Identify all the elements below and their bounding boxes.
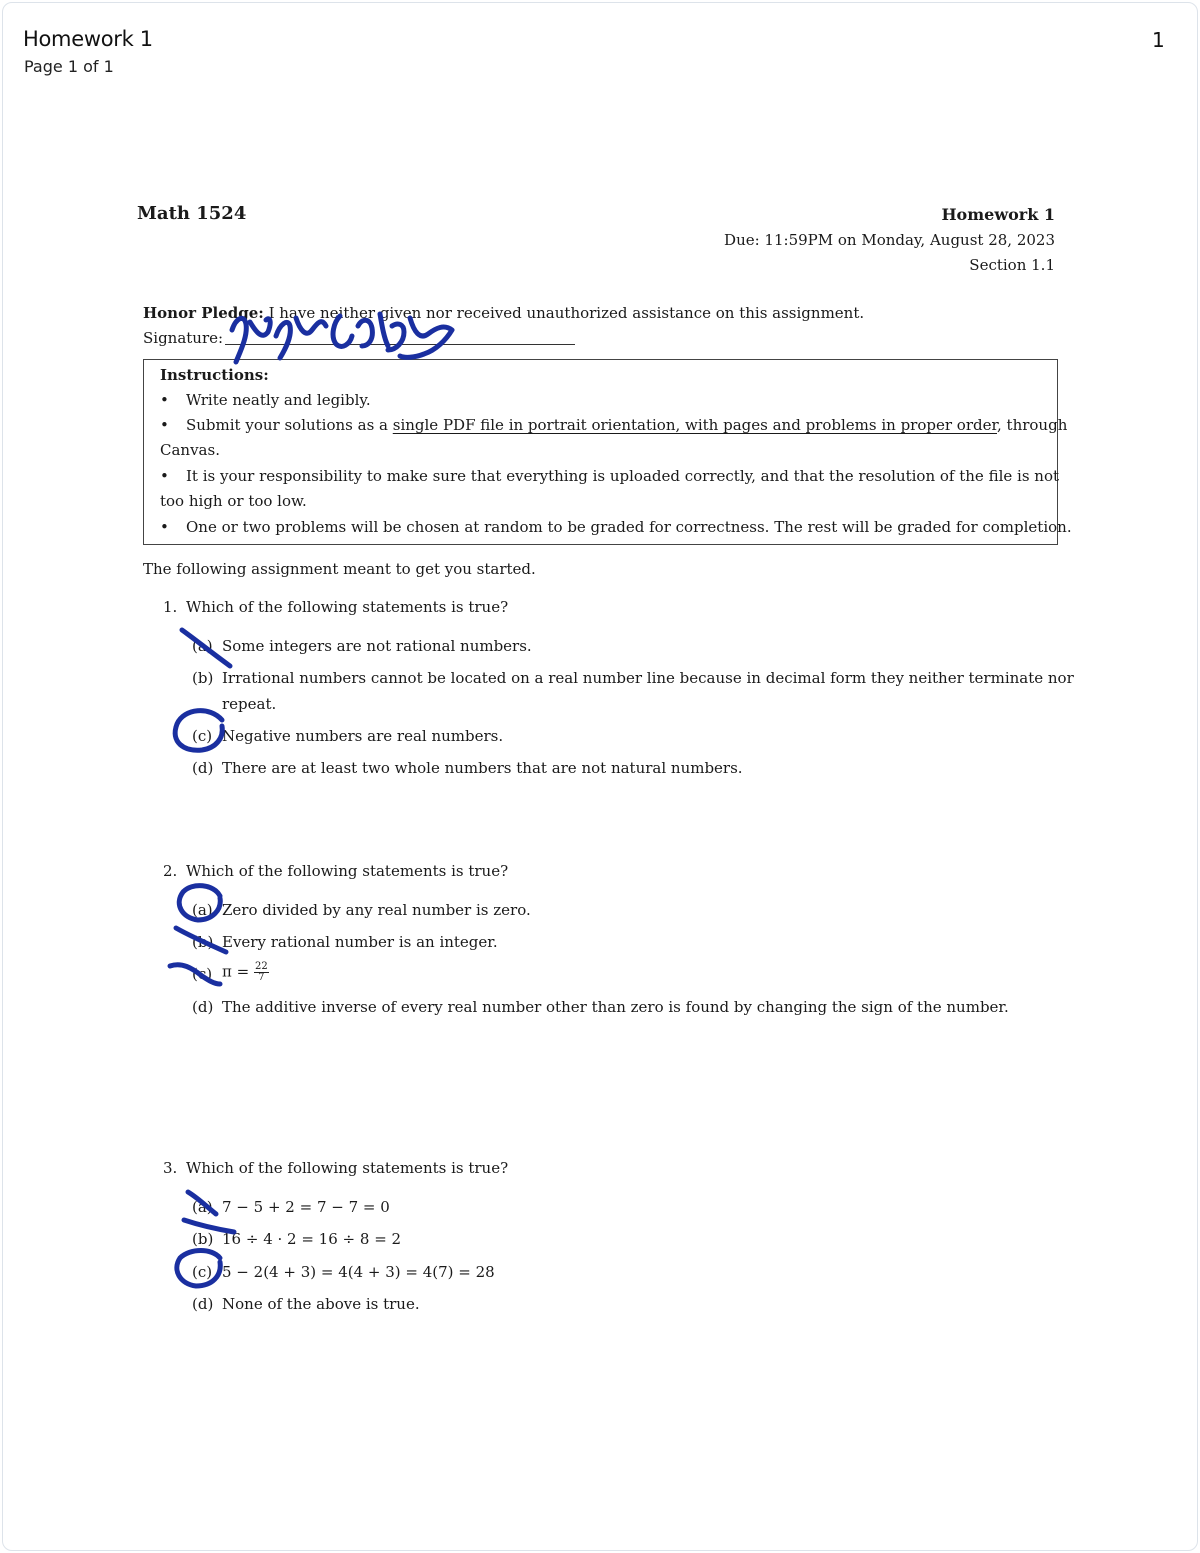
- q2-a-text: Zero divided by any real number is zero.: [222, 901, 531, 919]
- q2-c-text: [222, 962, 269, 983]
- q3-a-label: (a): [192, 1198, 213, 1216]
- q1-a-label: (a): [192, 637, 213, 655]
- instruction-2-pre: Submit your solutions as a: [186, 416, 393, 434]
- q1-d-label: (d): [192, 759, 214, 777]
- pledge-label: Honor Pledge:: [143, 304, 264, 322]
- section-label: Section 1.1: [969, 256, 1055, 274]
- q2-c-denominator: 7: [258, 972, 265, 983]
- q3-c-text: 5 − 2(4 + 3) = 4(4 + 3) = 4(7) = 28: [222, 1263, 495, 1281]
- q3-d-text: None of the above is true.: [222, 1295, 420, 1313]
- q2-number: 2.: [163, 862, 178, 880]
- page-indicator: Page 1 of 1: [24, 57, 114, 76]
- intro-text: The following assignment meant to get you started.: [143, 560, 536, 578]
- q3-b-label: (b): [192, 1230, 214, 1248]
- q3-c-label: (c): [192, 1263, 213, 1281]
- course-title: Math 1524: [137, 203, 247, 224]
- q2-c-label: (c): [192, 965, 213, 983]
- q2-c-fraction: [254, 962, 269, 983]
- q2-a-label: (a): [192, 901, 213, 919]
- q1-a-text: Some integers are not rational numbers.: [222, 637, 532, 655]
- q2-d-text: The additive inverse of every real number other than zero is found by changing the sign of the number.: [222, 998, 1009, 1016]
- instruction-2-post: , through: [997, 416, 1068, 434]
- q2-c-pre: π =: [222, 962, 254, 981]
- instruction-2-underlined: single PDF file in portrait orientation, with pages and problems in proper order: [392, 416, 997, 434]
- q1-text: Which of the following statements is true?: [186, 598, 509, 616]
- bullet-3: •: [160, 467, 169, 485]
- due-date: Due: 11:59PM on Monday, August 28, 2023: [724, 231, 1055, 249]
- instruction-1: Write neatly and legibly.: [186, 391, 371, 409]
- page-number: 1: [1152, 28, 1165, 52]
- q1-b-cont: repeat.: [222, 695, 277, 713]
- q1-c-label: (c): [192, 727, 213, 745]
- instruction-3: It is your responsibility to make sure that everything is uploaded correctly, and that the resolution of the file is not: [186, 467, 1060, 485]
- instruction-4: One or two problems will be chosen at random to be graded for correctness. The rest will be graded for completion.: [186, 518, 1072, 536]
- bullet-2: •: [160, 416, 169, 434]
- q1-b-label: (b): [192, 669, 214, 687]
- q1-c-text: Negative numbers are real numbers.: [222, 727, 504, 745]
- instructions-heading: Instructions:: [160, 366, 269, 384]
- q1-number: 1.: [163, 598, 178, 616]
- bullet-4: •: [160, 518, 169, 536]
- pledge-text: I have neither given nor received unauthorized assistance on this assignment.: [268, 304, 865, 322]
- honor-pledge: [143, 304, 864, 322]
- assignment-title: Homework 1: [941, 205, 1055, 224]
- signature-label: Signature:: [143, 329, 224, 347]
- q2-b-label: (b): [192, 933, 214, 951]
- q3-number: 3.: [163, 1159, 178, 1177]
- signature-line: [225, 344, 575, 345]
- q2-c-numerator: 22: [254, 961, 268, 972]
- q2-text: Which of the following statements is true?: [186, 862, 509, 880]
- bullet-1: •: [160, 391, 169, 409]
- q2-b-text: Every rational number is an integer.: [222, 933, 498, 951]
- q1-b-text: Irrational numbers cannot be located on a real number line because in decimal form they neither terminate nor: [222, 669, 1074, 687]
- q3-a-text: 7 − 5 + 2 = 7 − 7 = 0: [222, 1198, 390, 1216]
- instruction-3-cont: too high or too low.: [160, 492, 307, 510]
- q2-d-label: (d): [192, 998, 214, 1016]
- q3-b-text: 16 ÷ 4 · 2 = 16 ÷ 8 = 2: [222, 1230, 402, 1248]
- viewer-title: Homework 1: [23, 27, 153, 51]
- q1-d-text: There are at least two whole numbers that are not natural numbers.: [222, 759, 743, 777]
- q3-text: Which of the following statements is true?: [186, 1159, 509, 1177]
- q3-d-label: (d): [192, 1295, 214, 1313]
- instruction-2-cont: Canvas.: [160, 441, 220, 459]
- instruction-2: [186, 416, 1067, 434]
